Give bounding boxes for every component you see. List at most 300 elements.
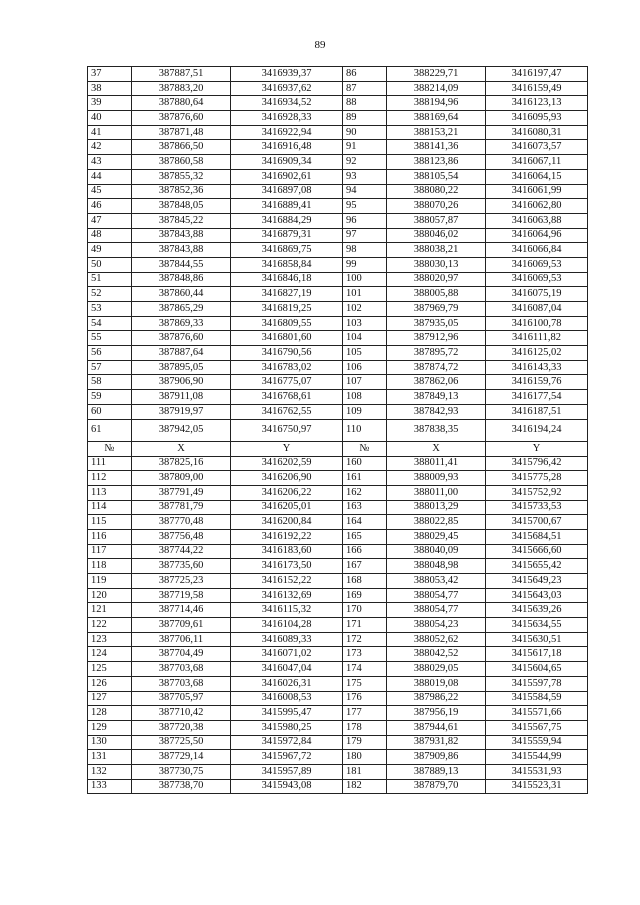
coordinate-cell: 3416858,84 <box>231 257 343 272</box>
coordinate-cell: 387862,06 <box>387 375 486 390</box>
coordinate-cell: 387895,72 <box>387 346 486 361</box>
coordinate-cell: 388070,26 <box>387 199 486 214</box>
point-number-cell: 90 <box>343 125 387 140</box>
coordinate-cell: 3415584,59 <box>486 691 588 706</box>
coordinate-cell: 3416205,01 <box>231 500 343 515</box>
point-number-cell: 172 <box>343 632 387 647</box>
table-row <box>88 316 588 331</box>
table-row <box>88 419 588 441</box>
point-number-cell: 160 <box>343 456 387 471</box>
coordinate-cell: 3416934,52 <box>231 96 343 111</box>
coordinate-cell: 3415655,42 <box>486 559 588 574</box>
point-number-cell: 54 <box>88 316 132 331</box>
coordinate-cell: 387860,58 <box>132 155 231 170</box>
table-row <box>88 515 588 530</box>
coordinate-cell: 3416061,99 <box>486 184 588 199</box>
table-row <box>88 574 588 589</box>
point-number-cell: 133 <box>88 779 132 794</box>
point-number-cell: 39 <box>88 96 132 111</box>
coordinate-cell: 3416206,90 <box>231 471 343 486</box>
point-number-cell: 43 <box>88 155 132 170</box>
column-header: № <box>343 441 387 456</box>
coordinate-cell: 3416069,53 <box>486 272 588 287</box>
coordinate-cell: 388052,62 <box>387 632 486 647</box>
coordinate-cell: 3416075,19 <box>486 287 588 302</box>
point-number-cell: 103 <box>343 316 387 331</box>
point-number-cell: 127 <box>88 691 132 706</box>
coordinate-cell: 3415544,99 <box>486 750 588 765</box>
table-row <box>88 603 588 618</box>
coordinate-cell: 387912,96 <box>387 331 486 346</box>
coordinate-cell: 387887,64 <box>132 346 231 361</box>
table-row <box>88 125 588 140</box>
coordinate-cell: 3415567,75 <box>486 720 588 735</box>
coordinate-cell: 3415733,53 <box>486 500 588 515</box>
column-header: X <box>132 441 231 456</box>
coordinate-cell: 387825,16 <box>132 456 231 471</box>
coordinate-cell: 387770,48 <box>132 515 231 530</box>
coordinate-cell: 388057,87 <box>387 213 486 228</box>
coordinate-cell: 387843,88 <box>132 243 231 258</box>
coordinate-cell: 387869,33 <box>132 316 231 331</box>
coordinate-cell: 3416801,60 <box>231 331 343 346</box>
coordinate-cell: 3415649,23 <box>486 574 588 589</box>
point-number-cell: 132 <box>88 764 132 779</box>
column-header: X <box>387 441 486 456</box>
coordinate-cell: 3415617,18 <box>486 647 588 662</box>
coordinate-cell: 387887,51 <box>132 67 231 82</box>
point-number-cell: 176 <box>343 691 387 706</box>
point-number-cell: 60 <box>88 404 132 419</box>
coordinate-cell: 388153,21 <box>387 125 486 140</box>
coordinate-cell: 3416809,55 <box>231 316 343 331</box>
coordinate-cell: 3415972,84 <box>231 735 343 750</box>
coordinate-cell: 3416909,34 <box>231 155 343 170</box>
point-number-cell: 179 <box>343 735 387 750</box>
point-number-cell: 130 <box>88 735 132 750</box>
table-row <box>88 331 588 346</box>
coordinate-cell: 387883,20 <box>132 81 231 96</box>
coordinate-cell: 388080,22 <box>387 184 486 199</box>
coordinate-cell: 3416200,84 <box>231 515 343 530</box>
coordinate-cell: 387842,93 <box>387 404 486 419</box>
point-number-cell: 123 <box>88 632 132 647</box>
table-row <box>88 302 588 317</box>
point-number-cell: 164 <box>343 515 387 530</box>
point-number-cell: 161 <box>343 471 387 486</box>
coordinate-cell: 3416104,28 <box>231 618 343 633</box>
point-number-cell: 44 <box>88 169 132 184</box>
table-row <box>88 735 588 750</box>
coordinate-cell: 3415752,92 <box>486 485 588 500</box>
coordinate-cell: 387706,11 <box>132 632 231 647</box>
coordinate-cell: 388029,05 <box>387 662 486 677</box>
coordinate-cell: 3415630,51 <box>486 632 588 647</box>
coordinate-cell: 388029,45 <box>387 529 486 544</box>
point-number-cell: 177 <box>343 706 387 721</box>
coordinate-cell: 387838,35 <box>387 419 486 441</box>
coordinate-cell: 387848,86 <box>132 272 231 287</box>
point-number-cell: 96 <box>343 213 387 228</box>
point-number-cell: 88 <box>343 96 387 111</box>
coordinate-cell: 3415700,67 <box>486 515 588 530</box>
coordinate-cell: 3415957,89 <box>231 764 343 779</box>
coordinate-cell: 388040,09 <box>387 544 486 559</box>
table-row <box>88 257 588 272</box>
coordinate-cell: 388009,93 <box>387 471 486 486</box>
table-row <box>88 346 588 361</box>
point-number-cell: 114 <box>88 500 132 515</box>
point-number-cell: 122 <box>88 618 132 633</box>
coordinate-cell: 387725,23 <box>132 574 231 589</box>
coordinate-cell: 388030,13 <box>387 257 486 272</box>
point-number-cell: 40 <box>88 111 132 126</box>
point-number-cell: 181 <box>343 764 387 779</box>
coordinate-cell: 3415980,25 <box>231 720 343 735</box>
point-number-cell: 117 <box>88 544 132 559</box>
coordinate-cell: 3416192,22 <box>231 529 343 544</box>
point-number-cell: 98 <box>343 243 387 258</box>
coordinate-cell: 3416089,33 <box>231 632 343 647</box>
point-number-cell: 129 <box>88 720 132 735</box>
coordinate-cell: 387809,00 <box>132 471 231 486</box>
point-number-cell: 124 <box>88 647 132 662</box>
coordinate-cell: 3416762,55 <box>231 404 343 419</box>
table-row <box>88 750 588 765</box>
column-header: Y <box>486 441 588 456</box>
point-number-cell: 165 <box>343 529 387 544</box>
coordinate-cell: 3416768,61 <box>231 390 343 405</box>
coordinate-cell: 387944,61 <box>387 720 486 735</box>
coordinate-cell: 3415775,28 <box>486 471 588 486</box>
table-row <box>88 213 588 228</box>
coordinate-cell: 3416937,62 <box>231 81 343 96</box>
coordinate-cell: 387844,55 <box>132 257 231 272</box>
table-row <box>88 471 588 486</box>
coordinate-cell: 3416159,49 <box>486 81 588 96</box>
point-number-cell: 128 <box>88 706 132 721</box>
point-number-cell: 104 <box>343 331 387 346</box>
table-row <box>88 155 588 170</box>
coordinate-cell: 387866,50 <box>132 140 231 155</box>
coordinate-cell: 3416062,80 <box>486 199 588 214</box>
coordinate-cell: 388229,71 <box>387 67 486 82</box>
coordinate-cell: 3416783,02 <box>231 360 343 375</box>
point-number-cell: 121 <box>88 603 132 618</box>
table-row <box>88 140 588 155</box>
table-row <box>88 228 588 243</box>
coordinate-cell: 388053,42 <box>387 574 486 589</box>
table-row <box>88 67 588 82</box>
point-number-cell: 102 <box>343 302 387 317</box>
coordinate-cell: 387855,32 <box>132 169 231 184</box>
point-number-cell: 106 <box>343 360 387 375</box>
point-number-cell: 48 <box>88 228 132 243</box>
point-number-cell: 178 <box>343 720 387 735</box>
coordinate-cell: 387874,72 <box>387 360 486 375</box>
coordinate-cell: 388019,08 <box>387 676 486 691</box>
table-header-row <box>88 441 588 456</box>
coordinates-table <box>87 66 588 794</box>
coordinate-cell: 3416879,31 <box>231 228 343 243</box>
coordinate-cell: 388054,77 <box>387 603 486 618</box>
point-number-cell: 41 <box>88 125 132 140</box>
table-row <box>88 272 588 287</box>
point-number-cell: 113 <box>88 485 132 500</box>
coordinate-cell: 387880,64 <box>132 96 231 111</box>
table-row <box>88 764 588 779</box>
coordinate-cell: 387906,90 <box>132 375 231 390</box>
coordinate-cell: 3416008,53 <box>231 691 343 706</box>
point-number-cell: 93 <box>343 169 387 184</box>
point-number-cell: 53 <box>88 302 132 317</box>
table-row <box>88 375 588 390</box>
coordinate-cell: 3416111,82 <box>486 331 588 346</box>
point-number-cell: 163 <box>343 500 387 515</box>
coordinate-cell: 3416047,04 <box>231 662 343 677</box>
coordinate-cell: 3415995,47 <box>231 706 343 721</box>
table-row <box>88 390 588 405</box>
table-row <box>88 647 588 662</box>
coordinate-cell: 3416159,76 <box>486 375 588 390</box>
table-row <box>88 81 588 96</box>
coordinate-cell: 3416869,75 <box>231 243 343 258</box>
coordinate-cell: 3416827,19 <box>231 287 343 302</box>
table-row <box>88 404 588 419</box>
point-number-cell: 173 <box>343 647 387 662</box>
coordinate-cell: 388105,54 <box>387 169 486 184</box>
coordinate-cell: 387744,22 <box>132 544 231 559</box>
point-number-cell: 167 <box>343 559 387 574</box>
coordinate-cell: 3415531,93 <box>486 764 588 779</box>
coordinate-cell: 387720,38 <box>132 720 231 735</box>
point-number-cell: 92 <box>343 155 387 170</box>
coordinate-cell: 387705,97 <box>132 691 231 706</box>
point-number-cell: 51 <box>88 272 132 287</box>
point-number-cell: 119 <box>88 574 132 589</box>
table-row <box>88 676 588 691</box>
table-row <box>88 632 588 647</box>
point-number-cell: 125 <box>88 662 132 677</box>
point-number-cell: 170 <box>343 603 387 618</box>
coordinate-cell: 3416067,11 <box>486 155 588 170</box>
point-number-cell: 87 <box>343 81 387 96</box>
coordinate-cell: 388022,85 <box>387 515 486 530</box>
coordinate-cell: 388038,21 <box>387 243 486 258</box>
coordinate-cell: 387703,68 <box>132 662 231 677</box>
point-number-cell: 42 <box>88 140 132 155</box>
coordinate-cell: 3416152,22 <box>231 574 343 589</box>
coordinate-cell: 388005,88 <box>387 287 486 302</box>
point-number-cell: 94 <box>343 184 387 199</box>
point-number-cell: 47 <box>88 213 132 228</box>
table-row <box>88 111 588 126</box>
coordinate-cell: 3416889,41 <box>231 199 343 214</box>
coordinate-cell: 3416066,84 <box>486 243 588 258</box>
coordinate-cell: 387843,88 <box>132 228 231 243</box>
point-number-cell: 166 <box>343 544 387 559</box>
coordinate-cell: 387730,75 <box>132 764 231 779</box>
point-number-cell: 180 <box>343 750 387 765</box>
coordinate-cell: 3415604,65 <box>486 662 588 677</box>
coordinate-cell: 387935,05 <box>387 316 486 331</box>
coordinate-cell: 3416125,02 <box>486 346 588 361</box>
coordinate-cell: 387871,48 <box>132 125 231 140</box>
coordinate-cell: 3416071,02 <box>231 647 343 662</box>
point-number-cell: 46 <box>88 199 132 214</box>
coordinate-cell: 388123,86 <box>387 155 486 170</box>
coordinate-cell: 388194,96 <box>387 96 486 111</box>
table-row <box>88 662 588 677</box>
coordinate-cell: 3416197,47 <box>486 67 588 82</box>
coordinate-cell: 3416177,54 <box>486 390 588 405</box>
column-header: № <box>88 441 132 456</box>
coordinate-cell: 387895,05 <box>132 360 231 375</box>
coordinate-cell: 3416087,04 <box>486 302 588 317</box>
coordinate-cell: 387791,49 <box>132 485 231 500</box>
coordinate-cell: 387860,44 <box>132 287 231 302</box>
point-number-cell: 49 <box>88 243 132 258</box>
coordinate-cell: 3416064,15 <box>486 169 588 184</box>
coordinate-cell: 387735,60 <box>132 559 231 574</box>
point-number-cell: 86 <box>343 67 387 82</box>
coordinate-cell: 388214,09 <box>387 81 486 96</box>
coordinate-cell: 387729,14 <box>132 750 231 765</box>
coordinate-cell: 387719,58 <box>132 588 231 603</box>
coordinate-cell: 387889,13 <box>387 764 486 779</box>
page-number: 89 <box>314 39 326 51</box>
table-row <box>88 184 588 199</box>
coordinate-cell: 387714,46 <box>132 603 231 618</box>
coordinate-cell: 3415666,60 <box>486 544 588 559</box>
coordinate-cell: 387969,79 <box>387 302 486 317</box>
table-row <box>88 588 588 603</box>
coordinate-cell: 3416819,25 <box>231 302 343 317</box>
point-number-cell: 59 <box>88 390 132 405</box>
coordinate-cell: 3416928,33 <box>231 111 343 126</box>
coordinate-cell: 3416080,31 <box>486 125 588 140</box>
coordinate-cell: 3416775,07 <box>231 375 343 390</box>
coordinate-cell: 388169,64 <box>387 111 486 126</box>
point-number-cell: 120 <box>88 588 132 603</box>
coordinate-cell: 387852,36 <box>132 184 231 199</box>
coordinate-cell: 3416123,13 <box>486 96 588 111</box>
table-row <box>88 559 588 574</box>
coordinate-cell: 387849,13 <box>387 390 486 405</box>
coordinate-cell: 3416069,53 <box>486 257 588 272</box>
coordinate-cell: 3416884,29 <box>231 213 343 228</box>
point-number-cell: 56 <box>88 346 132 361</box>
point-number-cell: 61 <box>88 419 132 441</box>
coordinate-cell: 3416073,57 <box>486 140 588 155</box>
coordinate-cell: 3416750,97 <box>231 419 343 441</box>
point-number-cell: 109 <box>343 404 387 419</box>
coordinate-cell: 3416916,48 <box>231 140 343 155</box>
coordinate-cell: 3415684,51 <box>486 529 588 544</box>
coordinate-cell: 3415643,03 <box>486 588 588 603</box>
table-row <box>88 529 588 544</box>
coordinate-cell: 387845,22 <box>132 213 231 228</box>
table-row <box>88 287 588 302</box>
point-number-cell: 107 <box>343 375 387 390</box>
point-number-cell: 37 <box>88 67 132 82</box>
point-number-cell: 126 <box>88 676 132 691</box>
coordinate-cell: 3416187,51 <box>486 404 588 419</box>
coordinate-cell: 387942,05 <box>132 419 231 441</box>
point-number-cell: 105 <box>343 346 387 361</box>
column-header: Y <box>231 441 343 456</box>
coordinate-cell: 3415943,08 <box>231 779 343 794</box>
table-row <box>88 199 588 214</box>
coordinate-cell: 387876,60 <box>132 111 231 126</box>
coordinate-cell: 387909,86 <box>387 750 486 765</box>
table-row <box>88 456 588 471</box>
point-number-cell: 131 <box>88 750 132 765</box>
point-number-cell: 111 <box>88 456 132 471</box>
coordinate-cell: 3416202,59 <box>231 456 343 471</box>
table-row <box>88 720 588 735</box>
coordinate-cell: 3416063,88 <box>486 213 588 228</box>
table-row <box>88 544 588 559</box>
coordinate-cell: 3416939,37 <box>231 67 343 82</box>
point-number-cell: 118 <box>88 559 132 574</box>
point-number-cell: 91 <box>343 140 387 155</box>
point-number-cell: 100 <box>343 272 387 287</box>
point-number-cell: 116 <box>88 529 132 544</box>
coordinate-cell: 387725,50 <box>132 735 231 750</box>
coordinate-cell: 387710,42 <box>132 706 231 721</box>
coordinate-cell: 3416206,22 <box>231 485 343 500</box>
point-number-cell: 101 <box>343 287 387 302</box>
coordinate-cell: 387738,70 <box>132 779 231 794</box>
coordinate-cell: 388048,98 <box>387 559 486 574</box>
point-number-cell: 112 <box>88 471 132 486</box>
point-number-cell: 45 <box>88 184 132 199</box>
coordinate-cell: 3415597,78 <box>486 676 588 691</box>
coordinate-cell: 387865,29 <box>132 302 231 317</box>
point-number-cell: 99 <box>343 257 387 272</box>
point-number-cell: 110 <box>343 419 387 441</box>
point-number-cell: 175 <box>343 676 387 691</box>
point-number-cell: 50 <box>88 257 132 272</box>
coordinate-cell: 387781,79 <box>132 500 231 515</box>
table-row <box>88 779 588 794</box>
coordinate-cell: 3416846,18 <box>231 272 343 287</box>
coordinate-cell: 3415639,26 <box>486 603 588 618</box>
table-row <box>88 500 588 515</box>
point-number-cell: 57 <box>88 360 132 375</box>
coordinate-cell: 3416100,78 <box>486 316 588 331</box>
coordinate-cell: 388141,36 <box>387 140 486 155</box>
coordinate-cell: 387848,05 <box>132 199 231 214</box>
coordinate-cell: 3416902,61 <box>231 169 343 184</box>
point-number-cell: 171 <box>343 618 387 633</box>
coordinate-cell: 3415523,31 <box>486 779 588 794</box>
coordinate-cell: 387703,68 <box>132 676 231 691</box>
coordinate-cell: 3416922,94 <box>231 125 343 140</box>
coordinate-cell: 3415634,55 <box>486 618 588 633</box>
coordinate-cell: 388054,23 <box>387 618 486 633</box>
table-row <box>88 706 588 721</box>
coordinate-cell: 3416143,33 <box>486 360 588 375</box>
coordinate-cell: 387876,60 <box>132 331 231 346</box>
table-row <box>88 691 588 706</box>
table-row <box>88 360 588 375</box>
table-row <box>88 618 588 633</box>
coordinate-cell: 388046,02 <box>387 228 486 243</box>
point-number-cell: 38 <box>88 81 132 96</box>
point-number-cell: 108 <box>343 390 387 405</box>
